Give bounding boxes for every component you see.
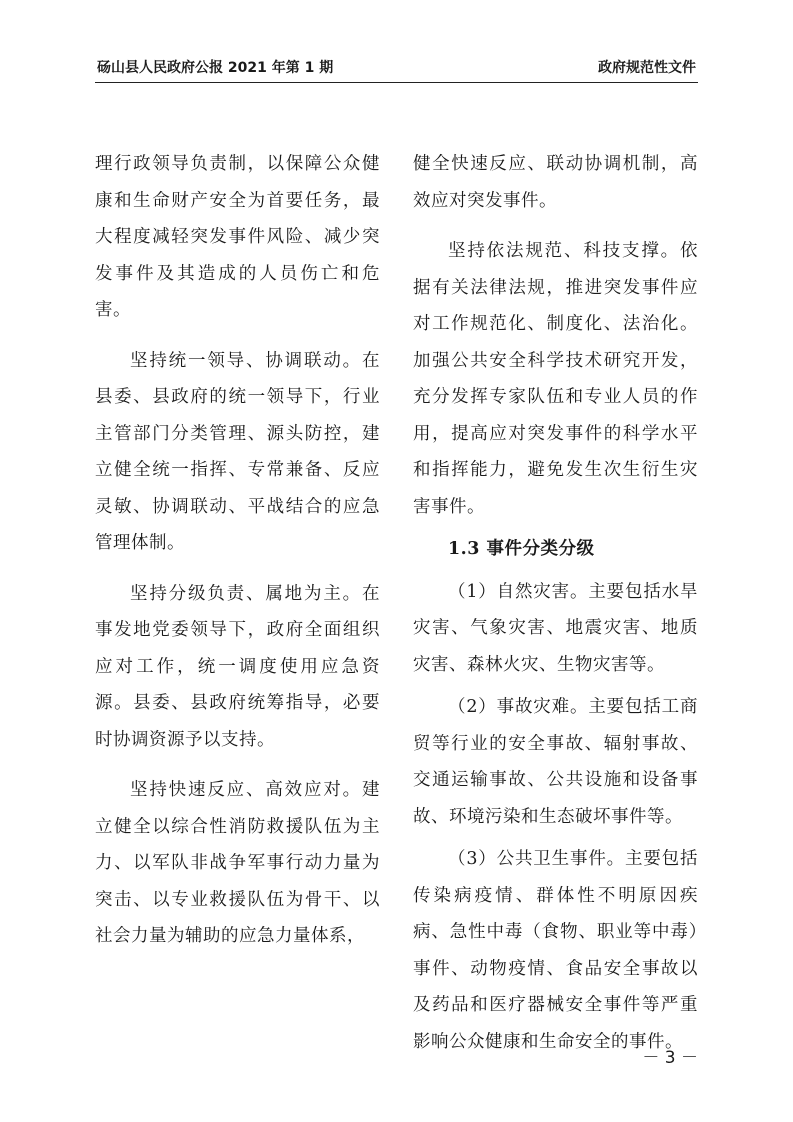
bulletin-title: 砀山县人民政府公报 2021 年第 1 期 bbox=[97, 60, 334, 76]
paragraph-legal-tech: 坚持依法规范、科技支撑。依据有关法律法规，推进突发事件应对工作规范化、制度化、法治化。加强公共安全科学技术研究开发，充分发挥专家队伍和专业人员的作用，提高应对突发事件的科学水平和指挥能力，避免发生次生衍生灾害事件。 bbox=[413, 241, 698, 517]
paragraph-natural-disasters: （1）自然灾害。主要包括水旱灾害、气象灾害、地震灾害、地质灾害、森林火灾、生物灾害等。 bbox=[413, 581, 698, 675]
paragraph-accidents: （2）事故灾难。主要包括工商贸等行业的安全事故、辐射事故、交通运输事故、公共设施和设备事故、环境污染和生态破坏事件等。 bbox=[413, 697, 698, 827]
section-title: 政府规范性文件 bbox=[598, 60, 696, 76]
section-heading: 1.3 事件分类分级 bbox=[448, 539, 595, 559]
paragraph-public-health: （3）公共卫生事件。主要包括传染病疫情、群体性不明原因疾病、急性中毒（食物、职业等中毒）事件、动物疫情、食品安全事故以及药品和医疗器械安全事件等严重影响公众健康和生命安全的事件。 bbox=[413, 849, 698, 1052]
left-column bbox=[95, 146, 380, 969]
paragraph-unified-leadership: 坚持统一领导、协调联动。在县委、县政府的统一领导下，行业主管部门分类管理、源头防控，建立健全统一指挥、专常兼备、反应灵敏、协调联动、平战结合的应急管理体制。 bbox=[95, 350, 380, 553]
paragraph-continuation: 理行政领导负责制，以保障公众健康和生命财产安全为首要任务，最大程度减轻突发事件风险、减少突发事件及其造成的人员伤亡和危害。 bbox=[95, 154, 380, 320]
paragraph-rapid-response: 坚持快速反应、高效应对。建立健全以综合性消防救援队伍为主力、以军队非战争军事行动力量为突击、以专业救援队伍为骨干、以社会力量为辅助的应急力量体系， bbox=[95, 780, 380, 946]
page-header bbox=[95, 56, 698, 83]
paragraph-rapid-response-cont: 健全快速反应、联动协调机制，高效应对突发事件。 bbox=[413, 154, 698, 211]
paragraph-graded-responsibility: 坚持分级负责、属地为主。在事发地党委领导下，政府全面组织应对工作，统一调度使用应急资源。县委、县政府统筹指导，必要时协调资源予以支持。 bbox=[95, 583, 380, 750]
page-number: － 3 － bbox=[642, 1048, 698, 1068]
right-column bbox=[413, 146, 698, 1066]
